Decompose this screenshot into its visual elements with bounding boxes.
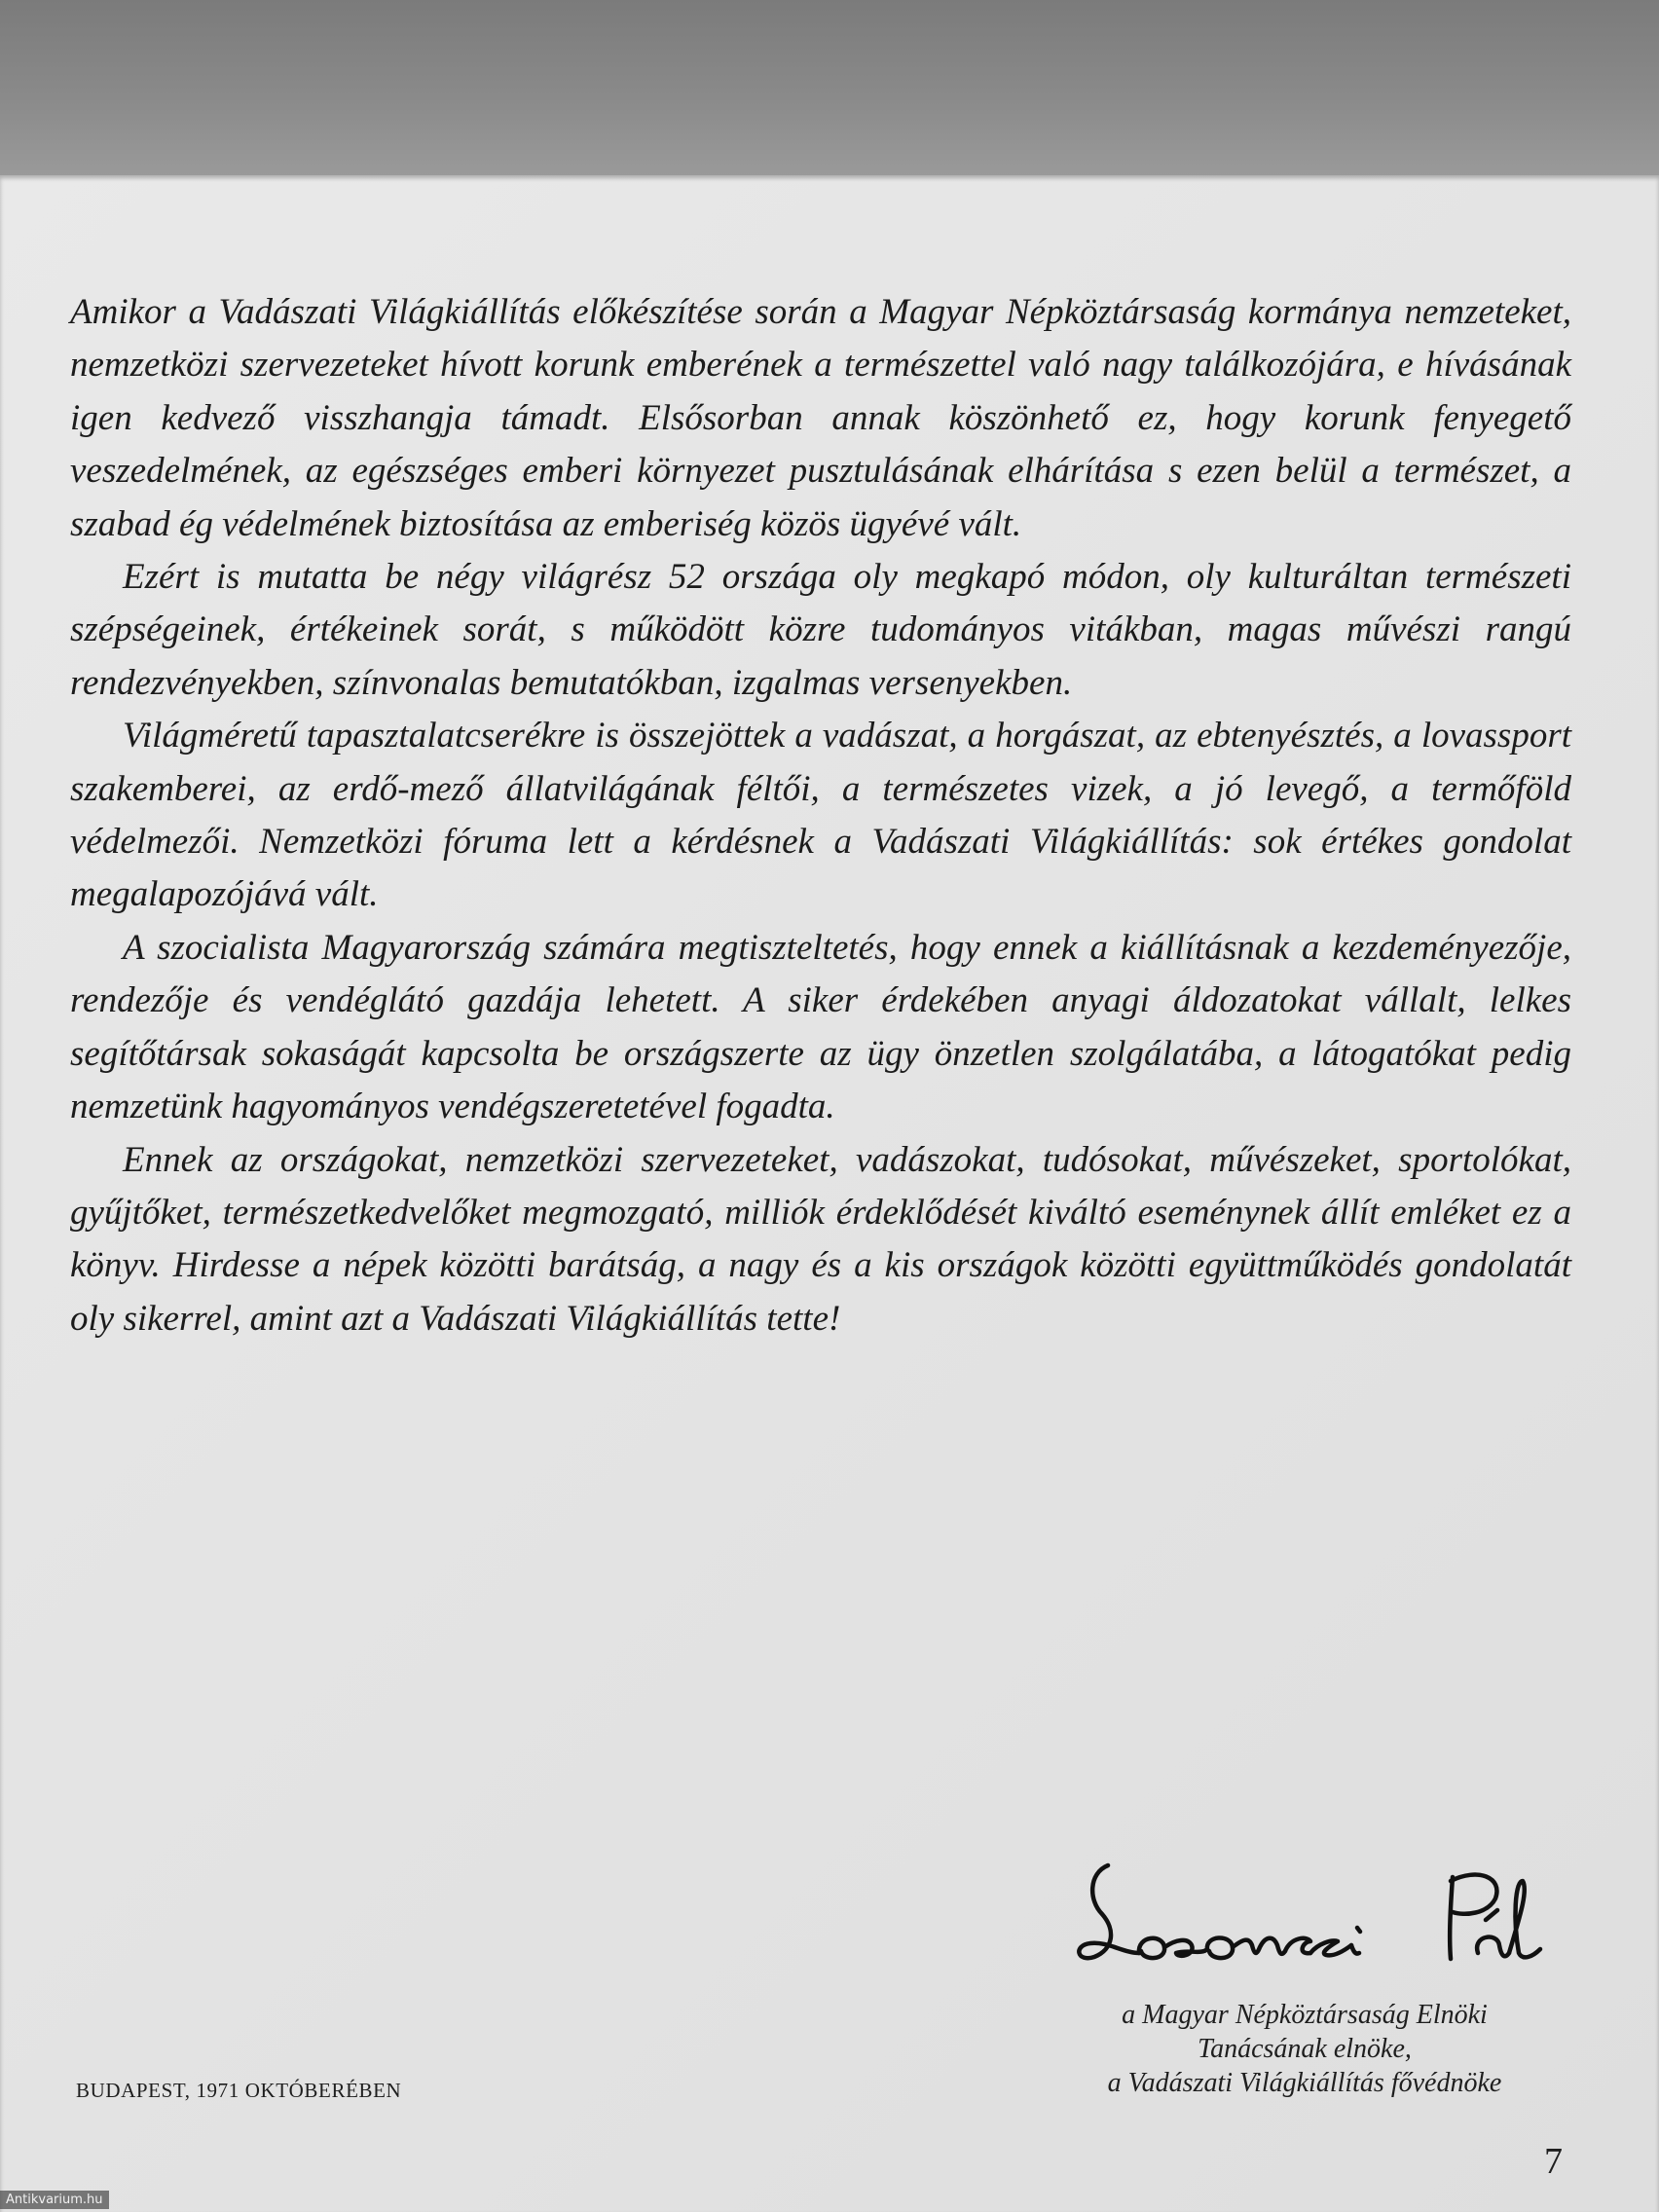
- paragraph-2: Ezért is mutatta be négy világrész 52 országa oly megkapó módon, oly kulturáltan természeti szépségeinek, értékeinek sorát, s működött közre tudományos vitákban, magas művészi rangú rendezvényekben, színvonalas bemutatókban, izgalmas versenyekben.: [70, 557, 1571, 703]
- signer-line-2: Tanácsának elnöke,: [1198, 2034, 1412, 2064]
- background-surface: [0, 0, 1659, 177]
- paragraph-3: Világméretű tapasztalatcserékre is összejöttek a vadászat, a horgászat, az ebtenyésztés, a lovassport szakemberei, az erdő-mező állatvilágának féltői, a természetes vizek, a jó levegő, a termőföld védelmezői. Nemzetközi fóruma lett a kérdésnek a Vadászati Világkiállítás: sok értékes gondolat megalapozójává vált.: [70, 716, 1571, 915]
- signer-title: [1032, 1998, 1577, 2100]
- signer-line-3: a Vadászati Világkiállítás fővédnöke: [1107, 2068, 1502, 2098]
- page-number: 7: [1544, 2141, 1563, 2182]
- watermark-label: Antikvarium.hu: [0, 2191, 109, 2209]
- foreword-text: [70, 286, 1571, 1346]
- place-and-date: BUDAPEST, 1971 OKTÓBERÉBEN: [76, 2079, 402, 2102]
- handwritten-signature: [1069, 1852, 1575, 1998]
- paragraph-5: Ennek az országokat, nemzetközi szervezeteket, vadászokat, tudósokat, művészeket, sportolókat, gyűjtőket, természetkedvelőket megmozgató, milliók érdeklődését kiváltó eseménynek állít emléket ez a könyv. Hirdesse a népek közötti barátság, a nagy és a kis országok közötti együttműködés gondolatát oly sikerrel, amint azt a Vadászati Világkiállítás tette!: [70, 1139, 1571, 1339]
- paragraph-4: A szocialista Magyarország számára megtiszteltetés, hogy ennek a kiállításnak a kezdeményezője, rendezője és vendéglátó gazdája lehetett. A siker érdekében anyagi áldozatokat vállalt, lelkes segítőtársak sokaságát kapcsolta be országszerte az ügy önzetlen szolgálatába, a látogatókat pedig nemzetünk hagyományos vendégszeretetével fogadta.: [70, 927, 1571, 1127]
- paragraph-1: Amikor a Vadászati Világkiállítás előkészítése során a Magyar Népköztársaság kormánya nemzeteket, nemzetközi szervezeteket hívott korunk emberének a természettel való nagy találkozójára, e hívásának igen kedvező visszhangja támadt. Elsősorban annak köszönhető ez, hogy korunk fenyegető veszedelmének, az egészséges emberi környezet pusztulásának elhárítása s ezen belül a természet, a szabad ég védelmének biztosítása az emberiség közös ügyévé vált.: [70, 292, 1571, 544]
- signer-line-1: a Magyar Népköztársaság Elnöki: [1122, 2000, 1488, 2030]
